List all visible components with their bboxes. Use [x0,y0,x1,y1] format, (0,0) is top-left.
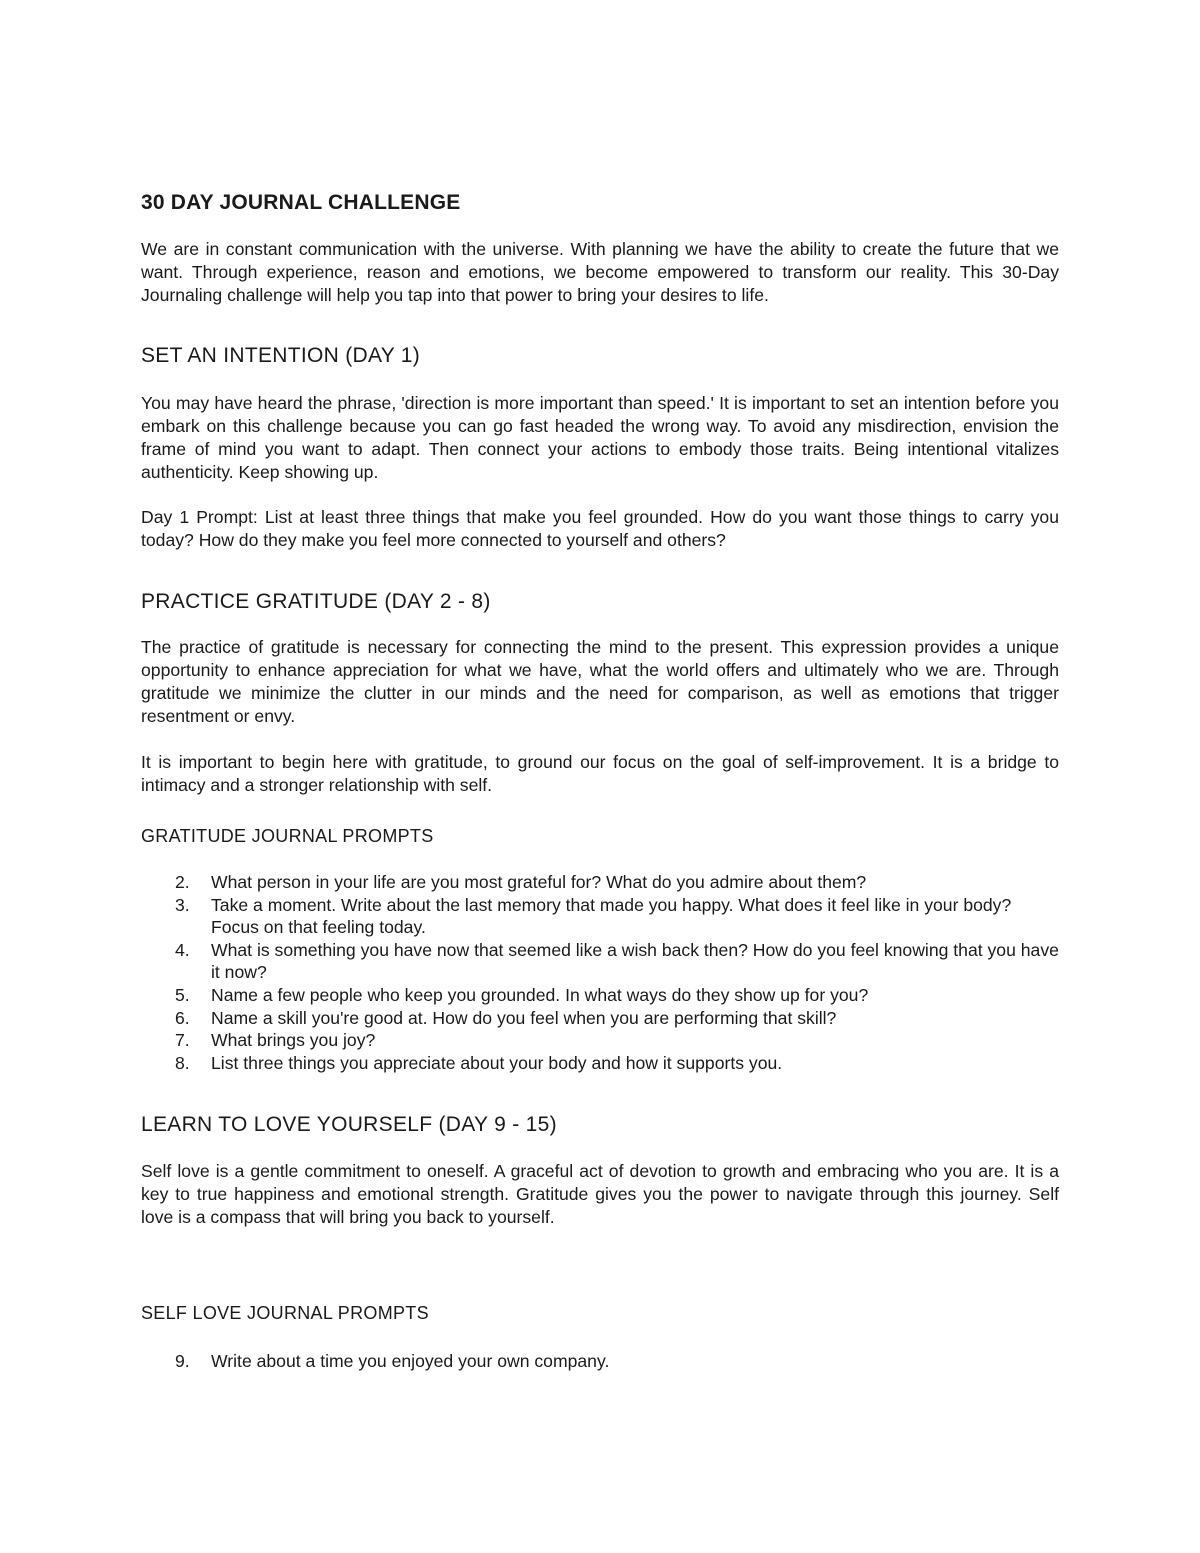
list-item-number: 7. [175,1030,190,1051]
list-item [141,1350,1059,1373]
list-item-text: List three things you appreciate about your body and how it supports you. [211,1052,783,1073]
list-item-number: 9. [175,1351,190,1371]
selflove-prompts-list [141,1350,1059,1373]
intro-paragraph: We are in constant communication with the universe. With planning we have the ability to create the future that we want. Through experience, reason and emotions, we become empowered to transform our reality. This 30-Day Journaling challenge will help you tap into that power to bring your desires to life. [141,239,1059,305]
list-item-number: 2. [175,872,190,892]
list-item-number: 6. [175,1007,190,1028]
list-item-text: Take a moment. Write about the last memory that made you happy. What does it feel like in your body? Focus on that feeling today. [211,894,1012,938]
selflove-heading: LEARN TO LOVE YOURSELF (DAY 9 - 15) [141,1113,557,1136]
list-item-number: 8. [175,1052,190,1073]
list-item-text: What is something you have now that seemed like a wish back then? How do you feel knowing that you have it now? [211,939,1059,983]
list-item-text: Name a few people who keep you grounded. In what ways do they show up for you? [211,984,869,1005]
list-item [141,1029,1059,1052]
list-item [141,1007,1059,1030]
list-item-number: 3. [175,894,190,915]
list-item-number: 4. [175,939,190,960]
list-item [141,939,1059,984]
list-item [141,894,1059,939]
list-item-text: Write about a time you enjoyed your own company. [211,1351,610,1371]
gratitude-paragraph-2: It is important to begin here with gratitude, to ground our focus on the goal of self-improvement. It is a bridge to intimacy and a stronger relationship with self. [141,752,1059,795]
list-item-text: What person in your life are you most grateful for? What do you admire about them? [211,872,867,892]
gratitude-prompts-heading: GRATITUDE JOURNAL PROMPTS [141,826,434,846]
list-item-text: Name a skill you're good at. How do you feel when you are performing that skill? [211,1007,837,1028]
document-title: 30 DAY JOURNAL CHALLENGE [141,191,461,214]
list-item [141,1052,1059,1075]
gratitude-prompts-list [141,871,1059,1074]
intention-heading: SET AN INTENTION (DAY 1) [141,344,421,367]
day1-prompt-paragraph: Day 1 Prompt: List at least three things that make you feel grounded. How do you want those things to carry you today? How do they make you feel more connected to yourself and others? [141,507,1059,550]
list-item [141,984,1059,1007]
list-item-number: 5. [175,984,190,1005]
list-item-text: What brings you joy? [211,1030,376,1051]
selflove-paragraph: Self love is a gentle commitment to oneself. A graceful act of devotion to growth and embracing who you are. It is a key to true happiness and emotional strength. Gratitude gives you the power to navigate through this journey. Self love is a compass that will bring you back to yourself. [141,1161,1059,1227]
gratitude-paragraph-1: The practice of gratitude is necessary for connecting the mind to the present. This expression provides a unique opportunity to enhance appreciation for what we have, what the world offers and ultimately who we are. Through gratitude we minimize the clutter in our minds and the need for comparison, as well as emotions that trigger resentment or envy. [141,637,1059,726]
selflove-prompts-heading: SELF LOVE JOURNAL PROMPTS [141,1303,429,1323]
list-item [141,871,1059,894]
intention-paragraph: You may have heard the phrase, 'direction is more important than speed.' It is important to set an intention before you embark on this challenge because you can go fast headed the wrong way. To avoid any misdirection, envision the frame of mind you want to adapt. Then connect your actions to embody those traits. Being intentional vitalizes authenticity. Keep showing up. [141,393,1059,482]
gratitude-heading: PRACTICE GRATITUDE (DAY 2 - 8) [141,590,491,613]
